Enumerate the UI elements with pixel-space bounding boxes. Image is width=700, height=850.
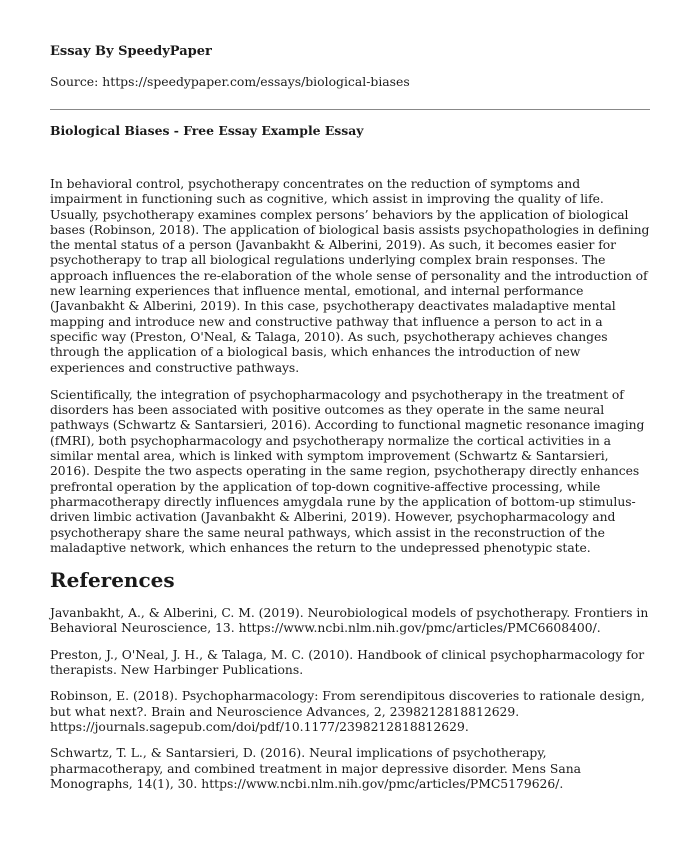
reference-item: Schwartz, T. L., & Santarsieri, D. (2016). Neural implications of psychotherapy, pharmacotherapy, and combined treatment in major depressive disorder. Mens Sana Monographs, 14(1), 30. https://www.ncbi.nlm.nih.gov/pmc/articles/PMC5179626/. — [50, 746, 582, 791]
references-list — [50, 606, 650, 792]
reference-item: Javanbakht, A., & Alberini, C. M. (2019). Neurobiological models of psychotherapy. Frontiers in Behavioral Neuroscience, 13. https://www.ncbi.nlm.nih.gov/pmc/articles/PMC6608400/. — [50, 606, 649, 636]
site-title: Essay By SpeedyPaper — [50, 44, 212, 59]
reference-item: Preston, J., O'Neal, J. H., & Talaga, M. C. (2010). Handbook of clinical psychopharmacology for therapists. New Harbinger Publications. — [50, 647, 645, 678]
body-paragraph: Scientifically, the integration of psychopharmacology and psychotherapy in the treatment of disorders has been associated with positive outcomes as they operate in the same neural pathways (Schwartz & Santarsieri, 2016). According to functional magnetic resonance imaging (fMRI), both psychopharmacology and psychotherapy normalize the cortical activities in a similar mental area, which is linked with symptom improvement (Schwartz & Santarsieri, 2016). Despite the two aspects operating in the same region, psychotherapy directly enhances prefrontal operation by the application of top-down cognitive-affective processing, while pharmacotherapy directly influences amygdala rune by the application of bottom-up stimulus-driven limbic activation (Javanbakht & Alberini, 2019). However, psychopharmacology and psychotherapy share the same neural pathways, which assist in the reconstruction of the maladaptive network, which enhances the return to the undepressed phenotypic state. — [50, 387, 645, 555]
body-paragraph: In behavioral control, psychotherapy concentrates on the reduction of symptoms and impairment in functioning such as cognitive, which assist in improving the quality of life. Usually, psychotherapy examines complex persons’ behaviors by the application of biological bases (Robinson, 2018). The application of biological basis assists psychopathologies in defining the mental status of a person (Javanbakht & Alberini, 2019). As such, it becomes easier for psychotherapy to trap all biological regulations underlying complex brain responses. The approach influences the re-elaboration of the whole sense of personality and the introduction of new learning experiences that influence mental, emotional, and internal performance (Javanbakht & Alberini, 2019). In this case, psychotherapy deactivates maladaptive mental mapping and introduce new and constructive pathway that influence a person to act in a specific way (Preston, O'Neal, & Talaga, 2010). As such, psychotherapy achieves changes through the application of a biological basis, which enhances the introduction of new experiences and constructive pathways. — [50, 177, 650, 375]
reference-item: Robinson, E. (2018). Psychopharmacology: From serendipitous discoveries to rationale design, but what next?. Brain and Neuroscience Advances, 2, 2398212818812629. https://journals.sagepub.com/doi/pdf/10.1177/2398212818812629. — [50, 689, 645, 734]
header-divider — [50, 109, 650, 110]
source-line: Source: https://speedypaper.com/essays/biological-biases — [50, 74, 410, 89]
references-heading: References — [50, 568, 175, 593]
essay-title: Biological Biases - Free Essay Example Essay — [50, 123, 364, 138]
essay-body — [50, 177, 650, 556]
